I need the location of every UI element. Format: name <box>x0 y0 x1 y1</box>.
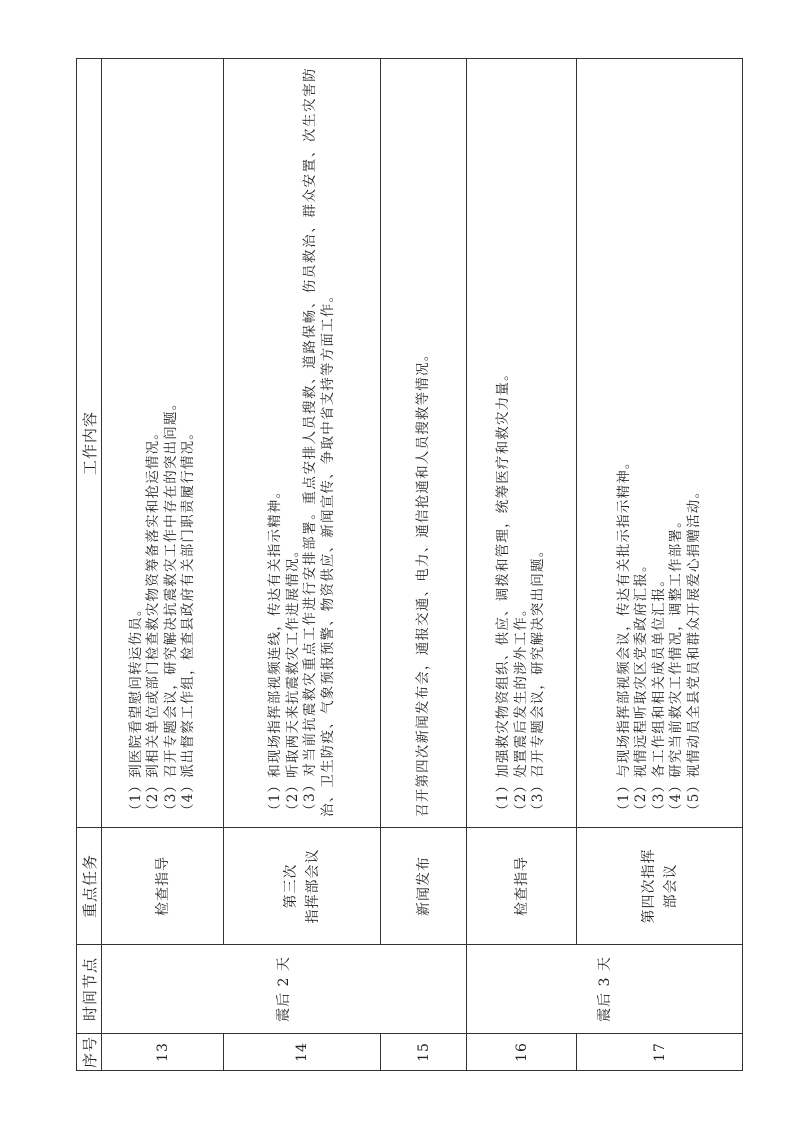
content-line: （3）各工作组和相关成员单位汇报。 <box>650 572 667 817</box>
row-number: 13 <box>102 1034 224 1071</box>
content-line: （5）视情动员全县党员和群众开展爱心捐赠活动。 <box>685 483 702 817</box>
header-row <box>77 59 102 1071</box>
row-number: 15 <box>381 1034 467 1071</box>
time-node: 震后 3 天 <box>467 945 743 1034</box>
header-task: 重点任务 <box>77 828 102 945</box>
content-line: 召开第四次新闻发布会，通报交通、电力、通信抢通和人员搜救等情况。 <box>414 346 431 817</box>
work-content <box>467 59 577 828</box>
key-task <box>577 828 743 945</box>
work-content <box>102 59 224 828</box>
work-schedule-table <box>76 58 743 1071</box>
header-number: 序号 <box>77 1034 102 1071</box>
content-line: （1）到医院看望慰问转运伤员。 <box>127 601 144 817</box>
content-line: （3）召开专题会议，研究解决抗震救灾工作中存在的突出问题。 <box>162 395 179 817</box>
row-number: 16 <box>467 1034 577 1071</box>
row-number: 14 <box>224 1034 381 1071</box>
table-row <box>224 59 381 1071</box>
table-row <box>102 59 224 1071</box>
rotated-page <box>76 59 702 1071</box>
content-line: （4）研究当前救灾工作情况，调整工作部署。 <box>668 513 685 817</box>
content-line: （3）召开专题会议，研究解决突出问题。 <box>530 542 547 817</box>
content-line: （2）视情远程听取灾区党委政府汇报。 <box>633 557 650 817</box>
time-node: 震后 2 天 <box>102 945 467 1034</box>
key-task-line: 第三次 <box>283 863 299 909</box>
key-task-line: 第四次指挥 <box>640 848 657 924</box>
key-task-line: 检查指导 <box>513 856 530 916</box>
key-task-line: 检查指导 <box>154 856 171 916</box>
table-row <box>467 59 577 1071</box>
key-task <box>224 828 381 945</box>
content-line: （1）加强救灾物资组织、供应、调拨和管理，统筹医疗和救灾力量。 <box>495 366 512 817</box>
key-task-line: 部会议 <box>662 863 679 909</box>
key-task-line: 指挥部会议 <box>305 848 321 924</box>
table-row <box>577 59 743 1071</box>
content-line: （1）和现场指挥部视频连线，传达有关指示精神。 <box>267 483 283 817</box>
header-time: 时间节点 <box>77 945 102 1034</box>
content-line: （2）处置震后发生的涉外工作。 <box>512 601 529 817</box>
content-line: （1）与现场指挥部视频会议，传达有关批示指示精神。 <box>615 454 632 817</box>
content-line: （3）对当前抗震救灾重点工作进行安排部署。重点安排人员搜救、道路保畅、伤员救治、群众安置、次生灾害防治、卫生防疫、气象预报预警、物资供应、新闻宣传、争取中省支持等方面工作。 <box>302 67 336 817</box>
key-task <box>102 828 224 945</box>
table-row <box>381 59 467 1071</box>
content-line: （4）派出督察工作组，检查县政府有关部门职责履行情况。 <box>180 425 196 817</box>
key-task-line: 新闻发布 <box>415 856 432 916</box>
work-content <box>224 59 381 828</box>
content-line: （2）到相关单位或部门检查救灾物资筹备落实和抢运情况。 <box>145 425 161 817</box>
header-content: 工作内容 <box>77 59 102 828</box>
key-task <box>381 828 467 945</box>
work-content <box>381 59 467 828</box>
content-line: （2）听取两天来抗震救灾工作进展情况。 <box>284 542 301 817</box>
row-number: 17 <box>577 1034 743 1071</box>
key-task <box>467 828 577 945</box>
work-content <box>577 59 743 828</box>
